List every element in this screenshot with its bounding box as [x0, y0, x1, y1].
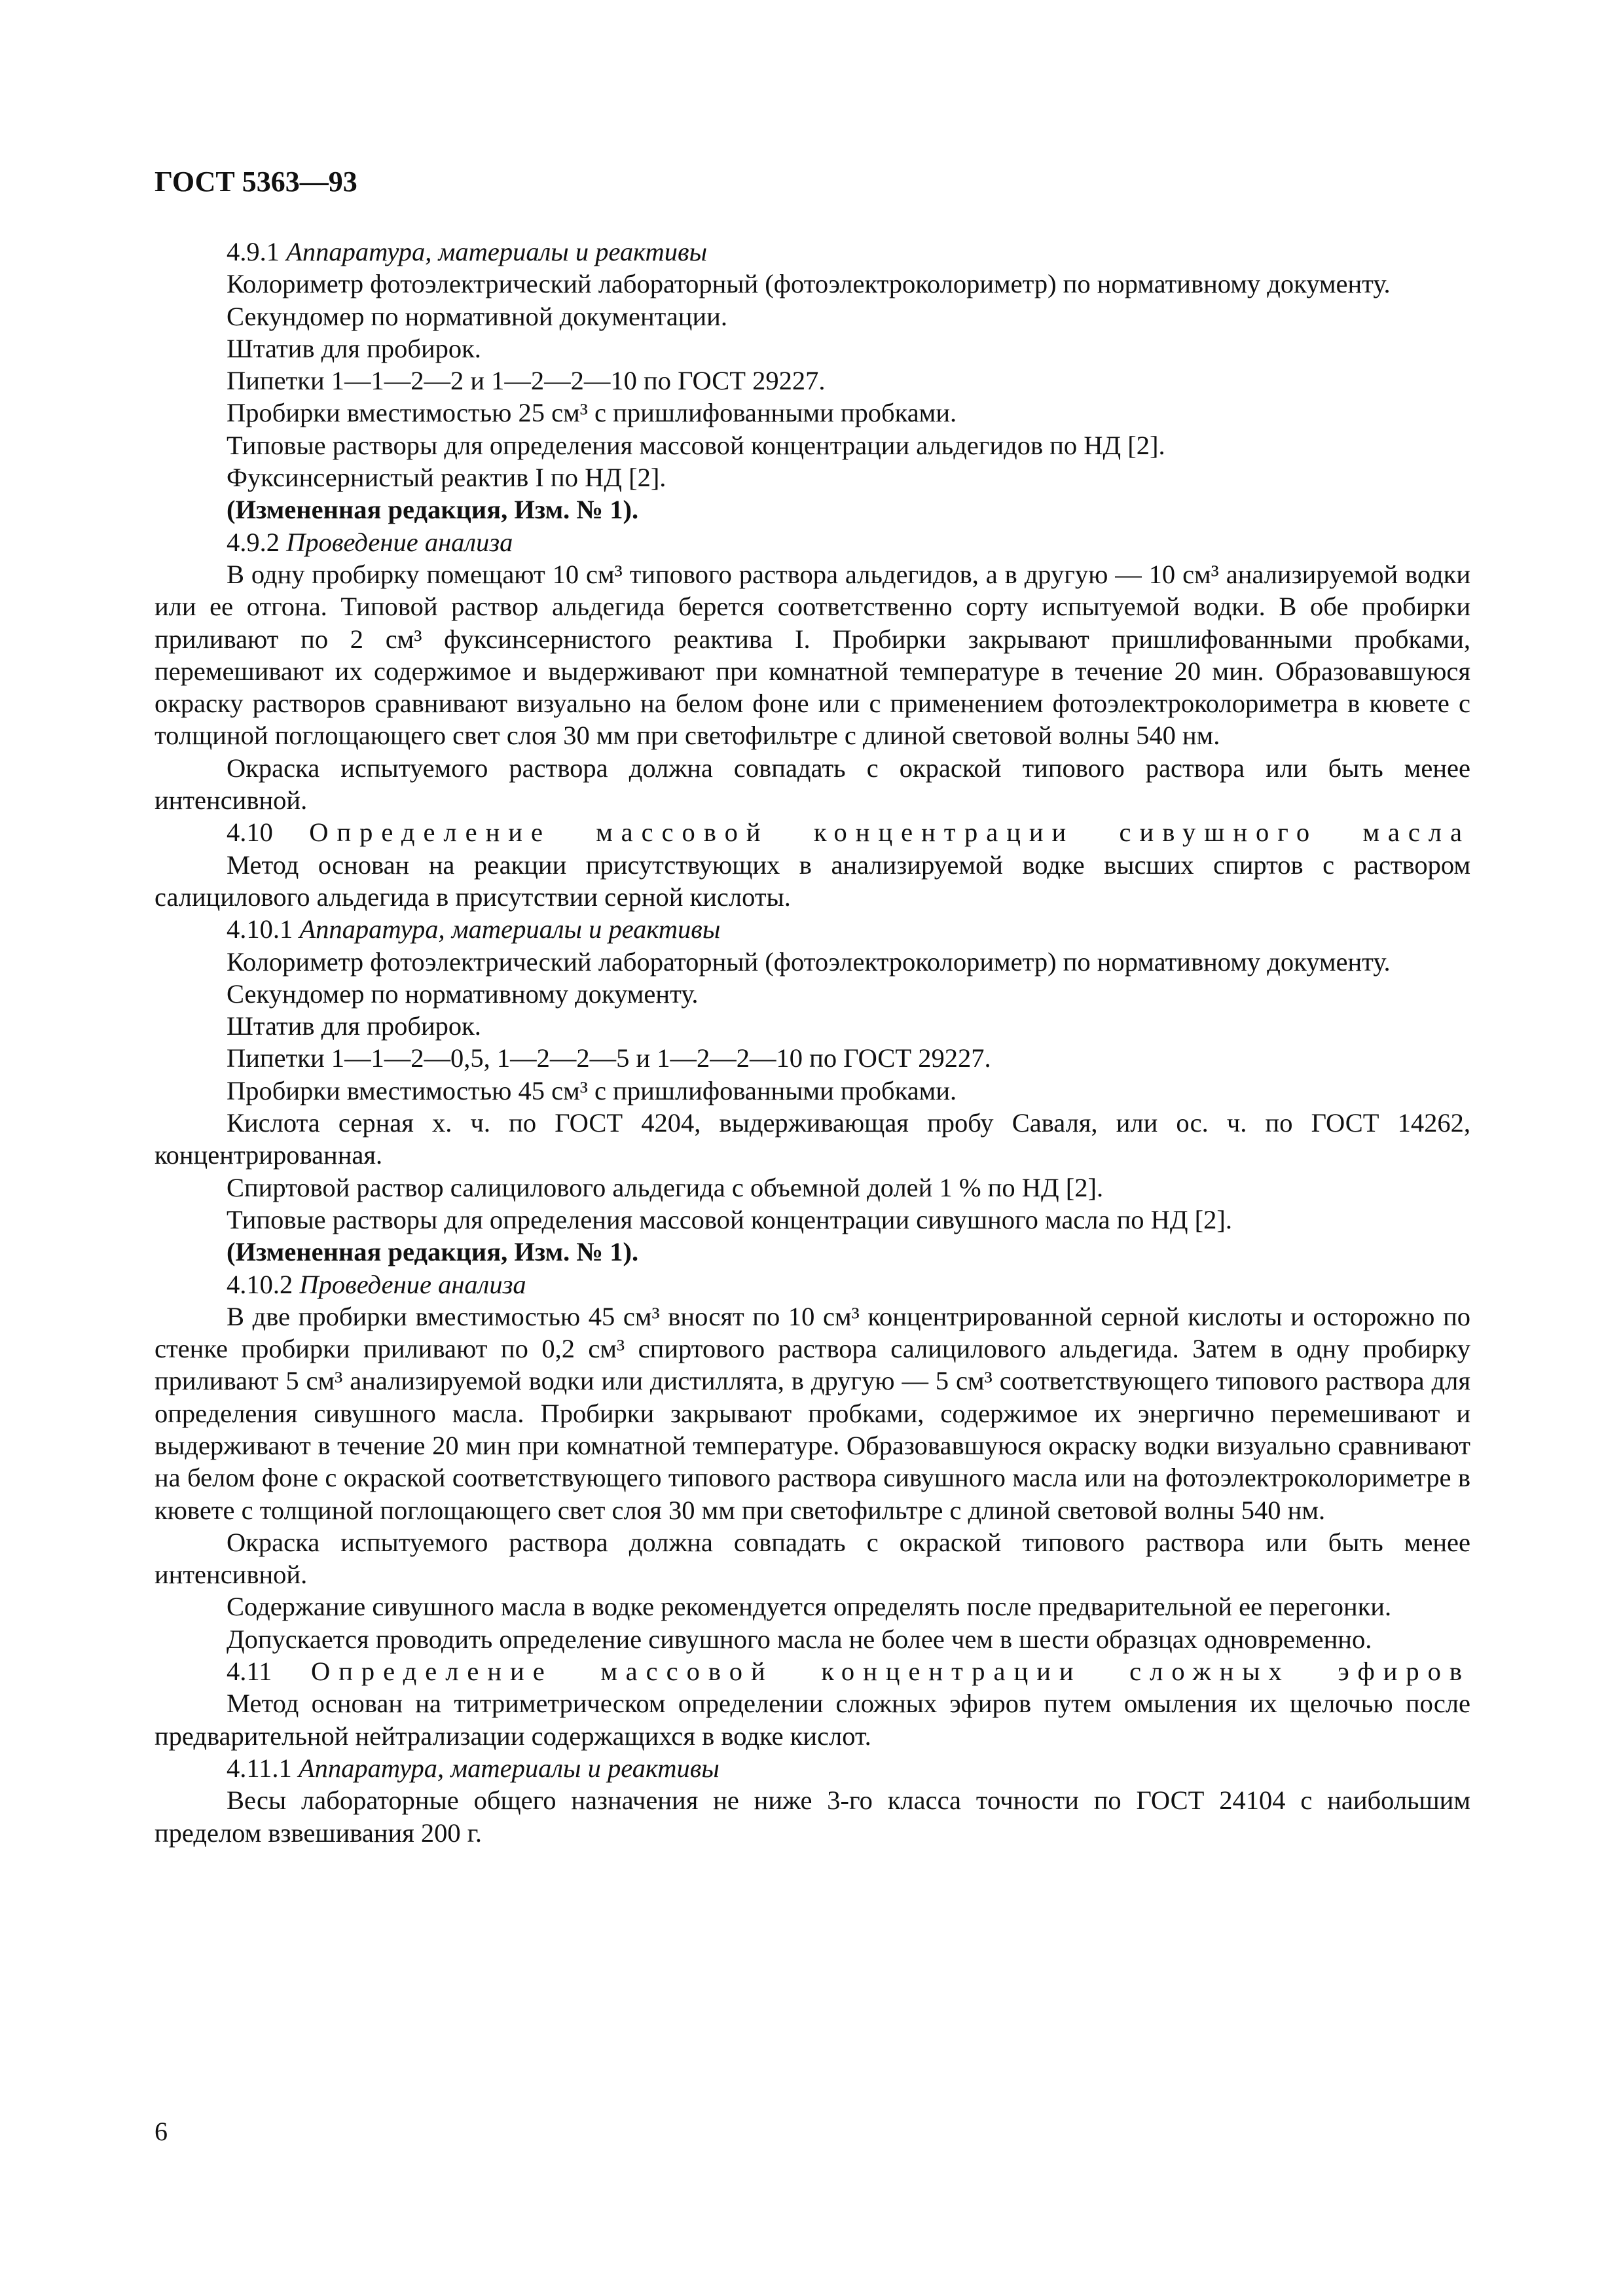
revision-note: (Измененная редакция, Изм. № 1).: [227, 495, 639, 525]
section-number: 4.11: [227, 1657, 311, 1687]
section-title: Определение массовой концентрации сложных эфиров: [311, 1657, 1471, 1687]
equipment-item: Пипетки 1—1—2—0,5, 1—2—2—5 и 1—2—2—10 по ГОСТ 29227.: [227, 1043, 991, 1073]
equipment-item: Типовые растворы для определения массовой концентрации сивушного масла по НД [2].: [227, 1204, 1232, 1234]
section-heading-4-11-1: [155, 1752, 1470, 1784]
equipment-item: Секундомер по нормативной документации.: [227, 301, 727, 331]
equipment-item: Пробирки вместимостью 45 см³ с пришлифованными пробками.: [227, 1075, 957, 1105]
equipment-item: Кислота серная х. ч. по ГОСТ 4204, выдерживающая пробу Саваля, или ос. ч. по ГОСТ 14262, концентрированная.: [155, 1108, 1470, 1170]
method-description: Метод основан на титриметрическом определении сложных эфиров путем омыления их щелочью после предварительной нейтрализации содержащихся в водке кислот.: [155, 1689, 1470, 1751]
section-heading-4-10-2: [155, 1268, 1470, 1300]
section-title: Определение массовой концентрации сивушного масла: [309, 817, 1470, 848]
equipment-item: Пипетки 1—1—2—2 и 1—2—2—10 по ГОСТ 29227.: [227, 366, 826, 396]
section-title: Аппаратура, материалы и реактивы: [286, 237, 708, 266]
equipment-item: Спиртовой раствор салицилового альдегида с объемной долей 1 % по НД [2].: [227, 1172, 1104, 1202]
section-heading-4-11: [155, 1655, 1470, 1687]
section-heading-4-9-2: [155, 526, 1470, 558]
section-heading-4-10-1: [155, 913, 1470, 945]
section-number: 4.10: [227, 817, 310, 848]
section-title: Проведение анализа: [299, 1269, 526, 1299]
method-description: Метод основан на реакции присутствующих в анализируемой водке высших спиртов с раствором салицилового альдегида в присутствии серной кислоты.: [155, 850, 1470, 912]
equipment-item: Секундомер по нормативному документу.: [227, 978, 699, 1009]
equipment-item: Штатив для пробирок.: [227, 333, 481, 363]
body-paragraph: Окраска испытуемого раствора должна совпадать с окраской типового раствора или быть менее интенсивной.: [155, 753, 1470, 816]
body-paragraph: В две пробирки вместимостью 45 см³ вносят по 10 см³ концентрированной серной кислоты и осторожно по стенке пробирки приливают по 0,2 см³ спиртового раствора салицилового альдегида. Затем в одну пробирку приливают 5 см³ анализируемой водки или дистиллята, в другую — 5 см³ соответствующего типового раствора для определения сивушного масла. Пробирки закрывают пробками, содержимое их энергично перемешивают и выдерживают в течение 20 мин при комнатной температуре. Образовавшуюся окраску водки визуально сравнивают на белом фоне с окраской соответствующего типового раствора сивушного масла или на фотоэлектроколориметре в кювете с толщиной поглощающего свет слоя 30 мм при светофильтре с длиной световой волны 540 нм.: [155, 1301, 1470, 1525]
body-paragraph: Окраска испытуемого раствора должна совпадать с окраской типового раствора или быть менее интенсивной.: [155, 1527, 1470, 1590]
section-heading-4-9-1: [155, 236, 1470, 268]
document-code: ГОСТ 5363—93: [155, 166, 357, 198]
equipment-item: Типовые растворы для определения массовой концентрации альдегидов по НД [2].: [227, 430, 1165, 460]
section-number: 4.11.1: [227, 1753, 299, 1783]
body-paragraph: Содержание сивушного масла в водке рекомендуется определять после предварительной ее перегонки.: [227, 1592, 1392, 1622]
equipment-item: Пробирки вместимостью 25 см³ с пришлифованными пробками.: [227, 398, 957, 428]
equipment-item: Штатив для пробирок.: [227, 1011, 481, 1041]
section-heading-4-10: [155, 816, 1470, 848]
equipment-item: Весы лабораторные общего назначения не ниже 3-го класса точности по ГОСТ 24104 с наибольшим пределом взвешивания 200 г.: [155, 1785, 1470, 1848]
revision-note: (Измененная редакция, Изм. № 1).: [227, 1237, 639, 1267]
section-number: 4.9.1: [227, 237, 287, 266]
body-paragraph: Допускается проводить определение сивушного масла не более чем в шести образцах одновременно.: [227, 1624, 1372, 1654]
equipment-item: Колориметр фотоэлектрический лабораторный (фотоэлектроколориметр) по нормативному документу.: [227, 269, 1391, 299]
section-title: Аппаратура, материалы и реактивы: [299, 914, 721, 944]
equipment-item: Фуксинсернистый реактив I по НД [2].: [227, 463, 666, 493]
page-number: 6: [155, 2117, 168, 2146]
section-title: Проведение анализа: [286, 527, 513, 557]
document-body: [155, 236, 1470, 1849]
section-number: 4.10.2: [227, 1269, 300, 1299]
body-paragraph: В одну пробирку помещают 10 см³ типового раствора альдегидов, а в другую — 10 см³ анализируемой водки или ее отгона. Типовой раствор альдегида берется соответственно сорту испытуемой водки. В обе пробирки приливают по 2 см³ фуксинсернистого реактива I. Пробирки закрывают пришлифованными пробками, перемешивают их содержимое и выдерживают при комнатной температуре в течение 20 мин. Образовавшуюся окраску растворов сравнивают визуально на белом фоне или с применением фотоэлектроколориметра в кювете с толщиной поглощающего свет слоя 30 мм при светофильтре с длиной световой волны 540 нм.: [155, 559, 1470, 751]
equipment-item: Колориметр фотоэлектрический лабораторный (фотоэлектроколориметр) по нормативному документу.: [227, 946, 1391, 977]
section-number: 4.10.1: [227, 914, 300, 944]
section-title: Аппаратура, материалы и реактивы: [298, 1753, 720, 1783]
section-number: 4.9.2: [227, 527, 287, 557]
